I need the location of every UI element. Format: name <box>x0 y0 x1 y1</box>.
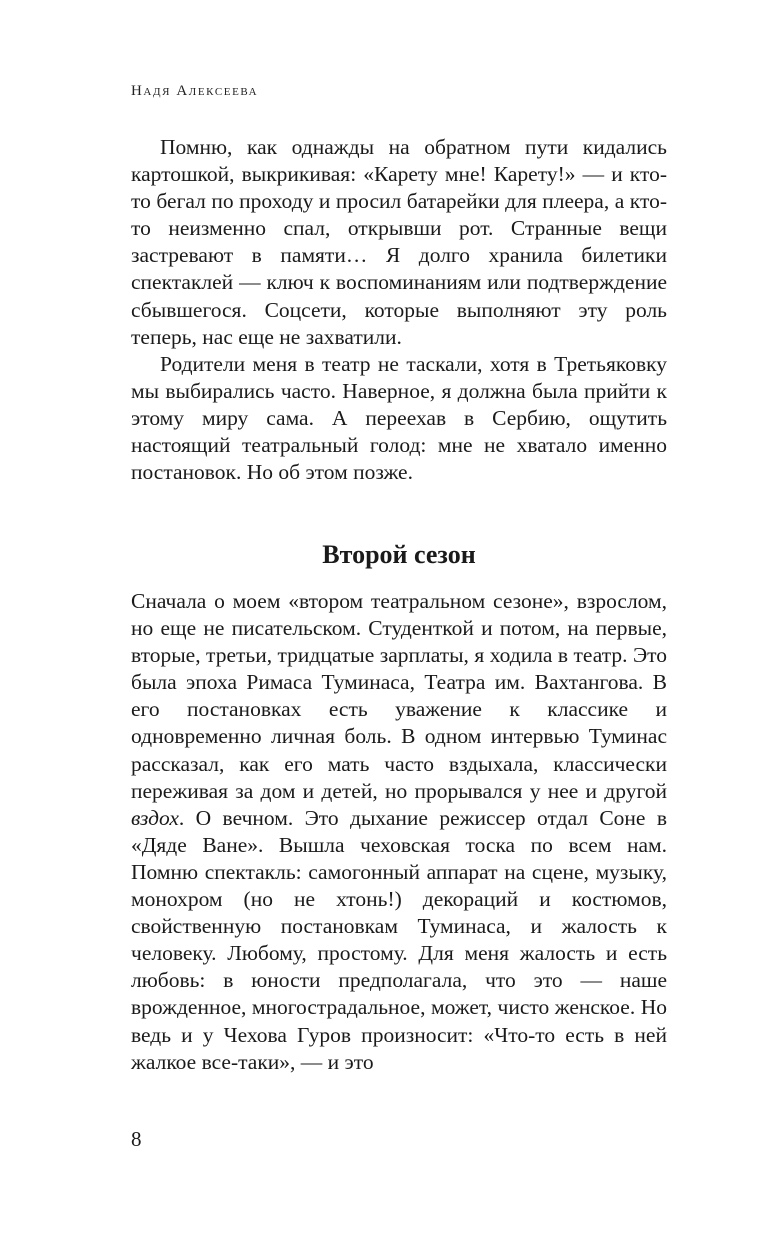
paragraph: Помню, как однажды на обратном пути кидались картошкой, выкрикивая: «Карету мне! Карету!» — и кто-то бегал по проходу и просил батарейки для плеера, а кто-то неизменно спал, открывши рот. Странные вещи застревают в памяти… Я долго хранила билетики спектаклей — ключ к воспоминаниям или подтверждение сбывшегося. Соцсети, которые выполняют эту роль теперь, нас еще не захватили. <box>131 135 667 349</box>
paragraph-text-after-italic: . О вечном. Это дыхание режиссер отдал Соне в «Дяде Ване». Вышла чеховская тоска по всем нам. Помню спектакль: самогонный аппарат на сцене, музыку, монохром (но не хтонь!) декораций и костюмов, свойственную постановкам Туминаса, и жалость к человеку. Любому, простому. Для меня жалость и есть любовь: в юности предполагала, что это — наше врожденное, многострадальное, может, чисто женское. Но ведь и у Чехова Гуров произносит: «Что-то есть в ней жалкое все-таки», — и это <box>131 805 667 1074</box>
section-2-body <box>131 588 667 1076</box>
section-heading: Второй сезон <box>322 540 476 569</box>
paragraph: Родители меня в театр не таскали, хотя в Третьяковку мы выбирались часто. Наверное, я должна была прийти к этому миру сама. А переехав в Сербию, ощутить настоящий театральный голод: мне не хватало именно постановок. Но об этом позже. <box>131 351 667 485</box>
italic-word: вздох <box>131 805 179 830</box>
paragraph-text-before-italic: Сначала о моем «втором театральном сезоне», взрослом, но еще не писательском. Студенткой и потом, на первые, вторые, третьи, тридцатые зарплаты, я ходила в театр. Это была эпоха Римаса Туминаса, Театра им. Вахтангова. В его постановках есть уважение к классике и одновременно личная боль. В одном интервью Туминас рассказал, как его мать часто вздыхала, классически переживая за дом и детей, но прорывался у нее и другой <box>131 589 667 803</box>
paragraph <box>131 588 667 1076</box>
running-head: Надя Алексеева <box>131 83 259 99</box>
page-number: 8 <box>131 1127 142 1151</box>
section-1-body <box>131 134 667 486</box>
